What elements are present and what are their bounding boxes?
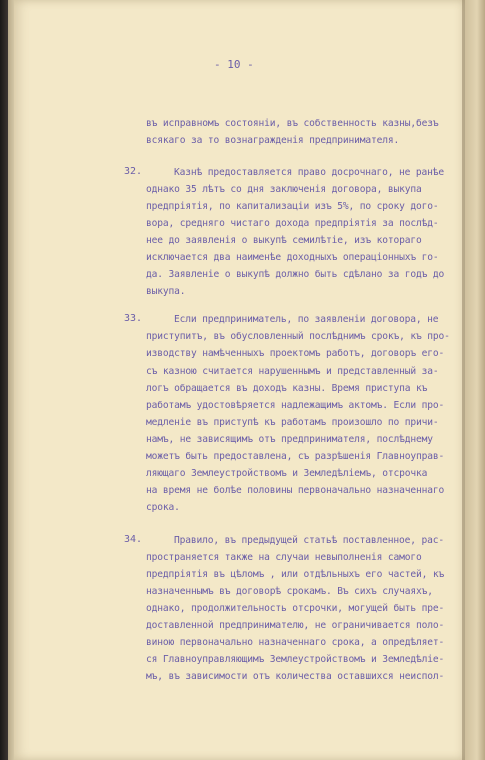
text-line: доставленной предпринимателю, не ограничивается поло-: [146, 620, 445, 631]
text-line: Казнѣ предоставляется право досрочнаго, не ранѣе: [174, 167, 445, 178]
text-line: медленiе въ приступѣ къ работамъ произошло по причи-: [146, 417, 439, 428]
text-line: съ казною считается нарушеннымъ и представленный за-: [146, 366, 439, 377]
text-line: однако 35 лѣтъ со дня заключенiя договора, выкупа: [146, 184, 422, 195]
text-line: выкупа.: [146, 286, 186, 297]
text-line: въ исправномъ состоянiи, въ собственность казны,безъ: [146, 118, 439, 129]
text-line: да. Заявленiе о выкупѣ должно быть сдѣлано за годъ до: [146, 269, 445, 280]
text-line: нее до заявленiя о выкупѣ семилѣтiе, изъ котораго: [146, 235, 422, 246]
text-line: всякаго за то вознагражденiя предпринимателя.: [146, 135, 400, 146]
text-line: Если предприниматель, по заявленiи договора, не: [174, 314, 439, 325]
text-line: срока.: [146, 502, 180, 513]
text-line: пространяется также на случаи невыполненiя самого: [146, 552, 422, 563]
text-line: Правило, въ предыдущей статьѣ поставленное, рас-: [174, 535, 445, 546]
text-line: предпрiятiя въ цѣломъ , или отдѣльныхъ его частей, къ: [146, 569, 445, 580]
section-number: 34.: [124, 534, 143, 545]
text-line: ся Главноуправляющимъ Землеустройствомъ и Земледѣлiе-: [146, 654, 445, 665]
text-line: изводству намѣченныхъ проектомъ работъ, договоръ его-: [146, 348, 445, 359]
text-line: мъ, въ зависимости отъ количества оставшихся неиспол-: [146, 671, 445, 682]
text-line: ляющаго Землеустройствомъ и Земледѣлiемъ, отсрочка: [146, 468, 428, 479]
text-line: работамъ удостовѣряется надлежащимъ актомъ. Если про-: [146, 400, 445, 411]
text-line: исключается два наименѣе доходныхъ операцiонныхъ го-: [146, 252, 439, 263]
section-number: 33.: [124, 313, 143, 324]
page-number: - 10 -: [214, 58, 254, 71]
text-line: намъ, не зависящимъ отъ предпринимателя, послѣднему: [146, 434, 433, 445]
text-line: однако, продолжительность отсрочки, могущей быть пре-: [146, 603, 445, 614]
text-line: приступитъ, въ обусловленный послѣднимъ срокъ, къ про-: [146, 331, 450, 342]
text-line: назначеннымъ въ договорѣ срокамъ. Въ сихъ случаяхъ,: [146, 586, 433, 597]
text-line: на время не болѣе половины первоначально назначеннаго: [146, 485, 445, 496]
section-number: 32.: [124, 166, 143, 177]
text-line: логъ обращается въ доходъ казны. Время приступа къ: [146, 383, 428, 394]
text-line: можетъ быть предоставлена, съ разрѣшенiя Главноуправ-: [146, 451, 445, 462]
next-page-edge: [465, 0, 485, 760]
text-line: вора, средняго чистаго дохода предпрiятiя за послѣд-: [146, 218, 439, 229]
text-line: предпрiятiя, по капитализацiи изъ 5%, по сроку дого-: [146, 201, 439, 212]
text-line: виною первоначально назначеннаго срока, а опредѣляет-: [146, 637, 445, 648]
